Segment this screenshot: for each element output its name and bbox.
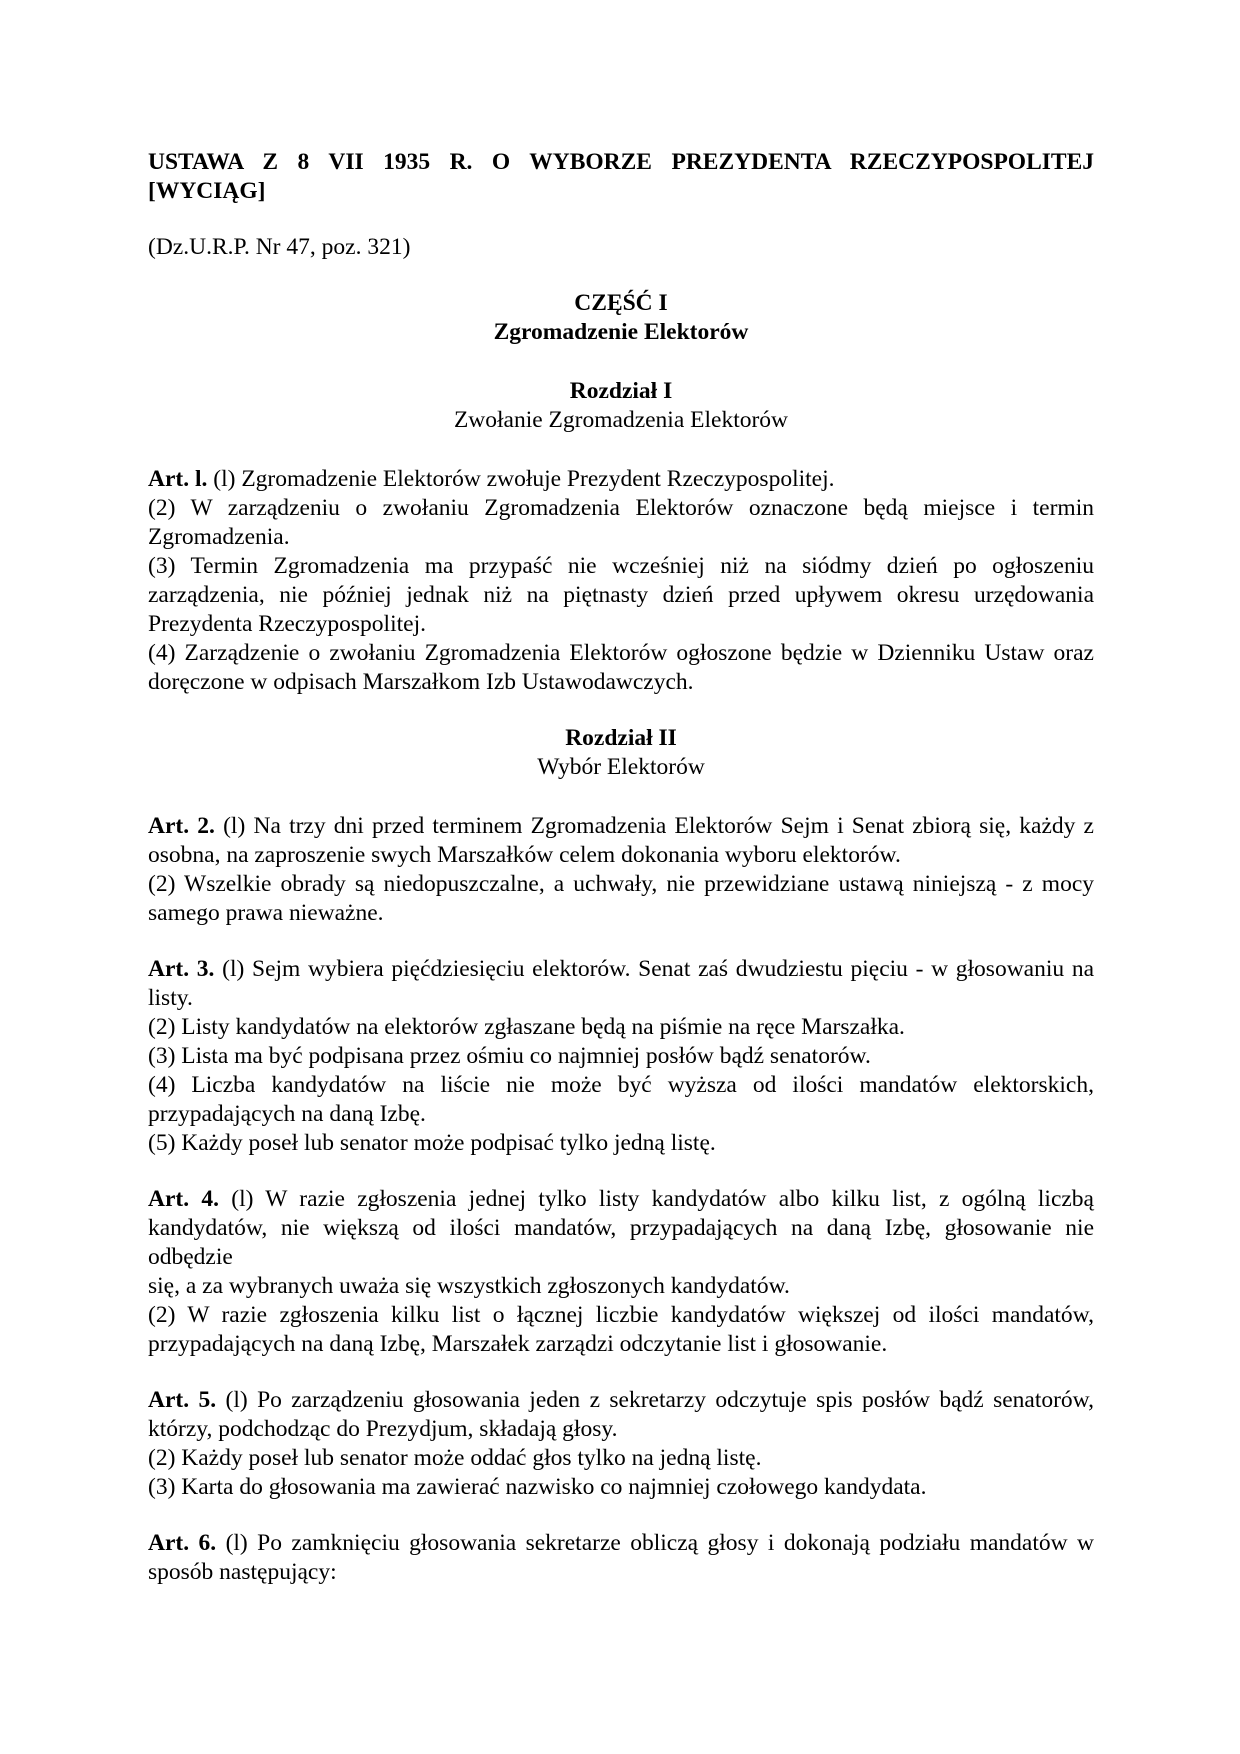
article-5: [148, 1386, 1094, 1502]
article-paragraph: Art. 6. (l) Po zamknięciu głosowania sekretarze obliczą głosy i dokonają podziału mandatów w sposób następujący:: [148, 1530, 1094, 1585]
article-paragraph: Art. 2. (l) Na trzy dni przed terminem Zgromadzenia Elektorów Sejm i Senat zbiorą się, każdy z osobna, na zaproszenie swych Marszałków celem dokonania wyboru elektorów.: [148, 813, 1094, 868]
title-line-1: USTAWA Z 8 VII 1935 R. O WYBORZE PREZYDENTA RZECZYPOSPOLITEJ: [148, 149, 1094, 175]
document-title: [148, 148, 1094, 206]
article-1: [148, 465, 1094, 697]
chapter-name: Zwołanie Zgromadzenia Elektorów: [453, 407, 789, 433]
part-label: CZĘŚĆ I: [574, 290, 668, 316]
article-6: [148, 1529, 1094, 1587]
article-3: [148, 955, 1094, 1158]
chapter-heading-1: [148, 377, 1094, 435]
article-label: Art. 4.: [148, 1186, 219, 1212]
document-page: [148, 148, 1094, 1614]
article-paragraph: (2) Listy kandydatów na elektorów zgłaszane będą na piśmie na ręce Marszałka.: [148, 1014, 905, 1040]
article-4: [148, 1185, 1094, 1359]
article-paragraph: Art. 3. (l) Sejm wybiera pięćdziesięciu elektorów. Senat zaś dwudziestu pięciu - w głosowaniu na listy.: [148, 956, 1095, 1011]
article-paragraph: (2) W razie zgłoszenia kilku list o łącznej liczbie kandydatów większej od ilości mandatów, przypadających na daną Izbę, Marszałek zarządzi odczytanie list i głosowanie.: [148, 1302, 1094, 1357]
article-paragraph: Art. l. (l) Zgromadzenie Elektorów zwołuje Prezydent Rzeczypospolitej.: [148, 466, 835, 492]
title-line-2: [WYCIĄG]: [148, 178, 266, 204]
article-paragraph: Art. 5. (l) Po zarządzeniu głosowania jeden z sekretarzy odczytuje spis posłów bądź senatorów, którzy, podchodząc do Prezydjum, składają głosy.: [148, 1387, 1094, 1442]
article-label: Art. 3.: [148, 956, 215, 982]
article-label: Art. 5.: [148, 1387, 217, 1413]
article-paragraph: (2) W zarządzeniu o zwołaniu Zgromadzenia Elektorów oznaczone będą miejsce i termin Zgromadzenia.: [148, 495, 1094, 550]
article-paragraph: (3) Termin Zgromadzenia ma przypaść nie wcześniej niż na siódmy dzień po ogłoszeniu zarządzenia, nie później jednak niż na piętnasty dzień przed upływem okresu urzędowania Prezydenta Rzeczypospolitej.: [148, 553, 1094, 637]
chapter-label: Rozdział I: [569, 378, 673, 404]
article-paragraph: Art. 4. (l) W razie zgłoszenia jednej tylko listy kandydatów albo kilku list, z ogólną liczbą kandydatów, nie większą od ilości mandatów, przypadających na daną Izbę, głosowanie nie odbędzie: [148, 1186, 1094, 1270]
chapter-heading-2: [148, 724, 1094, 782]
article-paragraph: (5) Każdy poseł lub senator może podpisać tylko jedną listę.: [148, 1130, 716, 1156]
chapter-name: Wybór Elektorów: [537, 754, 705, 780]
source-reference: (Dz.U.R.P. Nr 47, poz. 321): [148, 234, 411, 260]
article-paragraph: (3) Karta do głosowania ma zawierać nazwisko co najmniej czołowego kandydata.: [148, 1474, 927, 1500]
article-paragraph: (2) Każdy poseł lub senator może oddać głos tylko na jedną listę.: [148, 1445, 762, 1471]
article-label: Art. l.: [148, 466, 208, 492]
article-label: Art. 2.: [148, 813, 215, 839]
part-name: Zgromadzenie Elektorów: [493, 319, 749, 345]
article-label: Art. 6.: [148, 1530, 217, 1556]
article-paragraph: (3) Lista ma być podpisana przez ośmiu co najmniej posłów bądź senatorów.: [148, 1043, 871, 1069]
chapter-label: Rozdział II: [565, 725, 677, 751]
article-paragraph: (4) Liczba kandydatów na liście nie może być wyższa od ilości mandatów elektorskich, przypadających na daną Izbę.: [148, 1072, 1094, 1127]
part-heading: [148, 289, 1094, 347]
article-2: [148, 812, 1094, 928]
article-paragraph: się, a za wybranych uważa się wszystkich zgłoszonych kandydatów.: [148, 1273, 790, 1299]
article-paragraph: (2) Wszelkie obrady są niedopuszczalne, a uchwały, nie przewidziane ustawą niniejszą - z mocy samego prawa nieważne.: [148, 871, 1094, 926]
article-paragraph: (4) Zarządzenie o zwołaniu Zgromadzenia Elektorów ogłoszone będzie w Dzienniku Ustaw oraz doręczone w odpisach Marszałkom Izb Ustawodawczych.: [148, 640, 1094, 695]
